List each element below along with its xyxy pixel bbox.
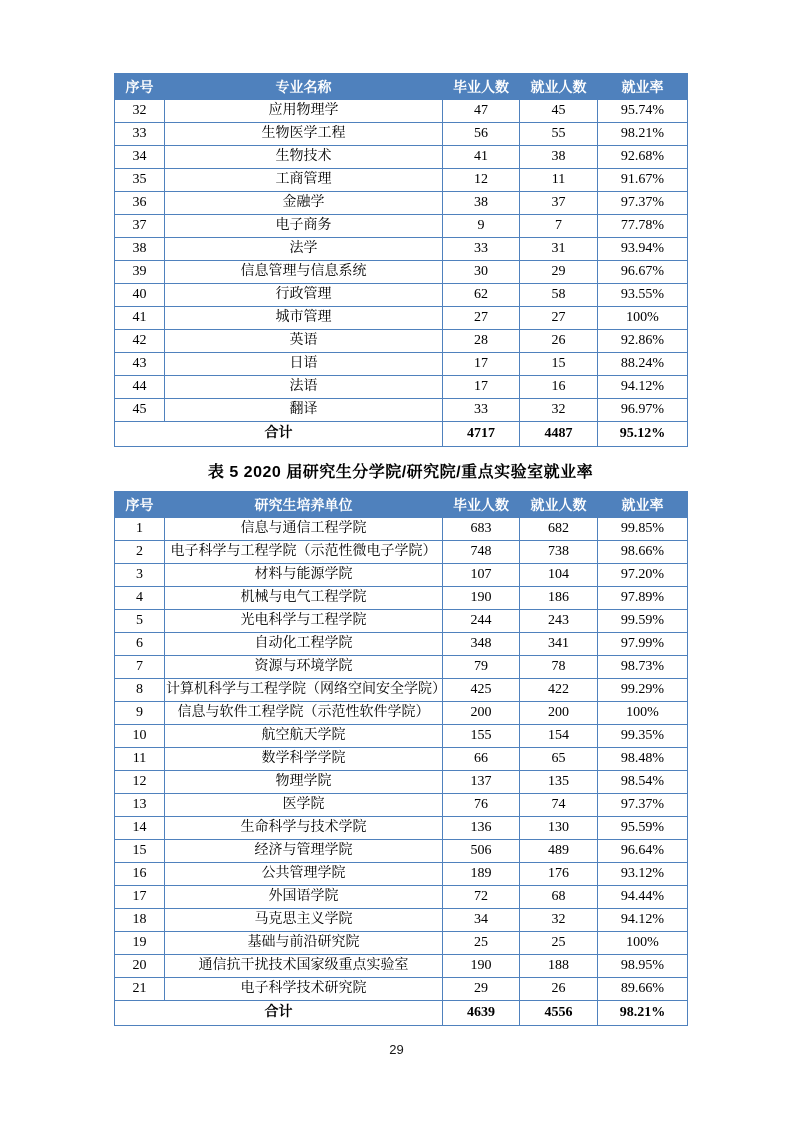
table-cell: 97.99%	[598, 633, 688, 656]
table-cell: 38	[443, 192, 520, 215]
table-row	[115, 817, 688, 840]
table-cell: 自动化工程学院	[165, 633, 443, 656]
table-cell: 公共管理学院	[165, 863, 443, 886]
table-cell: 96.97%	[598, 399, 688, 422]
table-header-row	[115, 492, 688, 518]
table-cell: 41	[443, 146, 520, 169]
column-header-major: 专业名称	[165, 74, 443, 100]
table-cell: 33	[443, 238, 520, 261]
table-cell: 78	[520, 656, 598, 679]
table-cell: 38	[115, 238, 165, 261]
total-graduates: 4639	[443, 1001, 520, 1026]
table-row	[115, 955, 688, 978]
table-row	[115, 633, 688, 656]
total-employed: 4556	[520, 1001, 598, 1026]
table-cell: 190	[443, 587, 520, 610]
table-row	[115, 215, 688, 238]
table-cell: 生物技术	[165, 146, 443, 169]
table-cell: 20	[115, 955, 165, 978]
table-cell: 96.64%	[598, 840, 688, 863]
table-cell: 7	[520, 215, 598, 238]
table-cell: 99.85%	[598, 518, 688, 541]
table-row	[115, 909, 688, 932]
table-cell: 经济与管理学院	[165, 840, 443, 863]
table-row	[115, 748, 688, 771]
table-row	[115, 564, 688, 587]
table-cell: 21	[115, 978, 165, 1001]
table-cell: 65	[520, 748, 598, 771]
table-cell: 98.73%	[598, 656, 688, 679]
table-row	[115, 863, 688, 886]
table-cell: 95.74%	[598, 100, 688, 123]
table-cell: 55	[520, 123, 598, 146]
table-cell: 72	[443, 886, 520, 909]
table-row	[115, 587, 688, 610]
total-employed: 4487	[520, 422, 598, 447]
table-cell: 683	[443, 518, 520, 541]
table-cell: 45	[520, 100, 598, 123]
table-cell: 99.35%	[598, 725, 688, 748]
table-cell: 33	[443, 399, 520, 422]
table-cell: 100%	[598, 307, 688, 330]
table-cell: 8	[115, 679, 165, 702]
table-cell: 97.37%	[598, 192, 688, 215]
table-cell: 17	[443, 376, 520, 399]
table-cell: 39	[115, 261, 165, 284]
table-cell: 45	[115, 399, 165, 422]
table-cell: 137	[443, 771, 520, 794]
table-row	[115, 192, 688, 215]
table-cell: 27	[520, 307, 598, 330]
table-cell: 12	[443, 169, 520, 192]
page-content	[114, 73, 687, 1026]
table-cell: 100%	[598, 932, 688, 955]
table-cell: 95.59%	[598, 817, 688, 840]
table-cell: 应用物理学	[165, 100, 443, 123]
table-cell: 马克思主义学院	[165, 909, 443, 932]
employment-by-major-table	[114, 73, 688, 447]
table-row	[115, 656, 688, 679]
table-cell: 94.12%	[598, 909, 688, 932]
table-cell: 422	[520, 679, 598, 702]
table-cell: 97.37%	[598, 794, 688, 817]
table-cell: 104	[520, 564, 598, 587]
table-cell: 489	[520, 840, 598, 863]
table-cell: 25	[443, 932, 520, 955]
table-cell: 18	[115, 909, 165, 932]
table-cell: 30	[443, 261, 520, 284]
table-cell: 翻译	[165, 399, 443, 422]
table-cell: 56	[443, 123, 520, 146]
table-row	[115, 702, 688, 725]
total-label: 合计	[115, 1001, 443, 1026]
table-row	[115, 541, 688, 564]
table-cell: 数学科学学院	[165, 748, 443, 771]
table-cell: 29	[520, 261, 598, 284]
column-header-employed: 就业人数	[520, 492, 598, 518]
table-cell: 光电科学与工程学院	[165, 610, 443, 633]
table-cell: 19	[115, 932, 165, 955]
column-header-unit: 研究生培养单位	[165, 492, 443, 518]
table-cell: 12	[115, 771, 165, 794]
table-row	[115, 725, 688, 748]
total-label: 合计	[115, 422, 443, 447]
table-cell: 6	[115, 633, 165, 656]
table-cell: 130	[520, 817, 598, 840]
table-cell: 58	[520, 284, 598, 307]
table-cell: 物理学院	[165, 771, 443, 794]
table-cell: 9	[115, 702, 165, 725]
table-cell: 29	[443, 978, 520, 1001]
table-cell: 91.67%	[598, 169, 688, 192]
table-row	[115, 610, 688, 633]
table-cell: 200	[443, 702, 520, 725]
table-cell: 37	[115, 215, 165, 238]
table-cell: 100%	[598, 702, 688, 725]
table-cell: 77.78%	[598, 215, 688, 238]
table-cell: 15	[520, 353, 598, 376]
table-cell: 68	[520, 886, 598, 909]
table-row	[115, 679, 688, 702]
table-cell: 5	[115, 610, 165, 633]
table-cell: 医学院	[165, 794, 443, 817]
table-cell: 法学	[165, 238, 443, 261]
table-cell: 66	[443, 748, 520, 771]
column-header-employed: 就业人数	[520, 74, 598, 100]
table-cell: 32	[520, 399, 598, 422]
table-row	[115, 146, 688, 169]
table-cell: 日语	[165, 353, 443, 376]
table-row	[115, 518, 688, 541]
table-cell: 136	[443, 817, 520, 840]
table-cell: 信息与通信工程学院	[165, 518, 443, 541]
table-cell: 27	[443, 307, 520, 330]
table-cell: 机械与电气工程学院	[165, 587, 443, 610]
page-number: 29	[389, 1042, 404, 1057]
table-cell: 26	[520, 978, 598, 1001]
table-cell: 189	[443, 863, 520, 886]
table-cell: 243	[520, 610, 598, 633]
table-cell: 506	[443, 840, 520, 863]
table-cell: 44	[115, 376, 165, 399]
table-cell: 88.24%	[598, 353, 688, 376]
table-cell: 188	[520, 955, 598, 978]
table-cell: 40	[115, 284, 165, 307]
table-cell: 16	[520, 376, 598, 399]
table-cell: 107	[443, 564, 520, 587]
table-cell: 26	[520, 330, 598, 353]
table-cell: 93.94%	[598, 238, 688, 261]
table-cell: 法语	[165, 376, 443, 399]
table-cell: 15	[115, 840, 165, 863]
table-row	[115, 886, 688, 909]
table-cell: 33	[115, 123, 165, 146]
table-cell: 航空航天学院	[165, 725, 443, 748]
table-cell: 47	[443, 100, 520, 123]
table-row	[115, 932, 688, 955]
table-row	[115, 840, 688, 863]
table-cell: 英语	[165, 330, 443, 353]
table-row	[115, 123, 688, 146]
table-row	[115, 330, 688, 353]
table-cell: 97.89%	[598, 587, 688, 610]
table-cell: 3	[115, 564, 165, 587]
column-header-graduates: 毕业人数	[443, 74, 520, 100]
table-row	[115, 978, 688, 1001]
table5-title: 表 5 2020 届研究生分学院/研究院/重点实验室就业率	[207, 464, 594, 481]
table-cell: 98.66%	[598, 541, 688, 564]
table-cell: 4	[115, 587, 165, 610]
table-cell: 200	[520, 702, 598, 725]
table-cell: 96.67%	[598, 261, 688, 284]
table-header-row	[115, 74, 688, 100]
table-cell: 25	[520, 932, 598, 955]
table-cell: 738	[520, 541, 598, 564]
table-cell: 16	[115, 863, 165, 886]
table-cell: 176	[520, 863, 598, 886]
table2-body	[115, 518, 688, 1001]
table-cell: 电子商务	[165, 215, 443, 238]
table-cell: 92.68%	[598, 146, 688, 169]
total-row	[115, 1001, 688, 1026]
table-cell: 89.66%	[598, 978, 688, 1001]
table-cell: 62	[443, 284, 520, 307]
table-row	[115, 261, 688, 284]
table-cell: 生命科学与技术学院	[165, 817, 443, 840]
table-cell: 76	[443, 794, 520, 817]
table-cell: 材料与能源学院	[165, 564, 443, 587]
table-cell: 资源与环境学院	[165, 656, 443, 679]
table-cell: 155	[443, 725, 520, 748]
table-cell: 99.59%	[598, 610, 688, 633]
table-row	[115, 376, 688, 399]
table-cell: 682	[520, 518, 598, 541]
table-cell: 2	[115, 541, 165, 564]
table1-body	[115, 100, 688, 422]
table-cell: 42	[115, 330, 165, 353]
table-row	[115, 284, 688, 307]
table-cell: 74	[520, 794, 598, 817]
table-cell: 348	[443, 633, 520, 656]
column-header-rate: 就业率	[598, 74, 688, 100]
table-cell: 38	[520, 146, 598, 169]
table-cell: 94.44%	[598, 886, 688, 909]
table-cell: 信息管理与信息系统	[165, 261, 443, 284]
total-graduates: 4717	[443, 422, 520, 447]
table-cell: 41	[115, 307, 165, 330]
table-cell: 154	[520, 725, 598, 748]
table-cell: 135	[520, 771, 598, 794]
employment-by-college-table	[114, 491, 688, 1026]
table-cell: 43	[115, 353, 165, 376]
table-cell: 14	[115, 817, 165, 840]
table-cell: 37	[520, 192, 598, 215]
table-row	[115, 353, 688, 376]
table-row	[115, 771, 688, 794]
table-row	[115, 399, 688, 422]
table-cell: 748	[443, 541, 520, 564]
column-header-graduates: 毕业人数	[443, 492, 520, 518]
table-cell: 31	[520, 238, 598, 261]
column-header-index: 序号	[115, 492, 165, 518]
table-cell: 36	[115, 192, 165, 215]
table-cell: 98.48%	[598, 748, 688, 771]
table-cell: 行政管理	[165, 284, 443, 307]
table-row	[115, 238, 688, 261]
table-cell: 电子科学技术研究院	[165, 978, 443, 1001]
table-cell: 32	[520, 909, 598, 932]
table-cell: 基础与前沿研究院	[165, 932, 443, 955]
table-cell: 金融学	[165, 192, 443, 215]
column-header-index: 序号	[115, 74, 165, 100]
table-cell: 17	[443, 353, 520, 376]
table-cell: 7	[115, 656, 165, 679]
table-cell: 13	[115, 794, 165, 817]
table-cell: 341	[520, 633, 598, 656]
table-cell: 98.54%	[598, 771, 688, 794]
total-rate: 95.12%	[598, 422, 688, 447]
table-cell: 11	[520, 169, 598, 192]
table-row	[115, 169, 688, 192]
table-cell: 97.20%	[598, 564, 688, 587]
table-cell: 79	[443, 656, 520, 679]
table-row	[115, 100, 688, 123]
table-row	[115, 307, 688, 330]
total-rate: 98.21%	[598, 1001, 688, 1026]
table-cell: 99.29%	[598, 679, 688, 702]
table-cell: 92.86%	[598, 330, 688, 353]
table-cell: 93.12%	[598, 863, 688, 886]
table-cell: 35	[115, 169, 165, 192]
table-cell: 94.12%	[598, 376, 688, 399]
table-cell: 186	[520, 587, 598, 610]
table-cell: 425	[443, 679, 520, 702]
table-cell: 外国语学院	[165, 886, 443, 909]
table-cell: 工商管理	[165, 169, 443, 192]
column-header-rate: 就业率	[598, 492, 688, 518]
table-cell: 电子科学与工程学院（示范性微电子学院）	[165, 541, 443, 564]
table-cell: 190	[443, 955, 520, 978]
table-row	[115, 794, 688, 817]
table-cell: 17	[115, 886, 165, 909]
table-cell: 城市管理	[165, 307, 443, 330]
table-cell: 11	[115, 748, 165, 771]
table-cell: 9	[443, 215, 520, 238]
table-cell: 计算机科学与工程学院（网络空间安全学院）	[165, 679, 443, 702]
total-row	[115, 422, 688, 447]
table-cell: 生物医学工程	[165, 123, 443, 146]
table-cell: 34	[443, 909, 520, 932]
table-cell: 244	[443, 610, 520, 633]
table-cell: 93.55%	[598, 284, 688, 307]
table-cell: 34	[115, 146, 165, 169]
table-cell: 32	[115, 100, 165, 123]
table-cell: 1	[115, 518, 165, 541]
table-cell: 通信抗干扰技术国家级重点实验室	[165, 955, 443, 978]
table-cell: 28	[443, 330, 520, 353]
table-cell: 98.21%	[598, 123, 688, 146]
table-cell: 10	[115, 725, 165, 748]
table-cell: 信息与软件工程学院（示范性软件学院）	[165, 702, 443, 725]
table-cell: 98.95%	[598, 955, 688, 978]
